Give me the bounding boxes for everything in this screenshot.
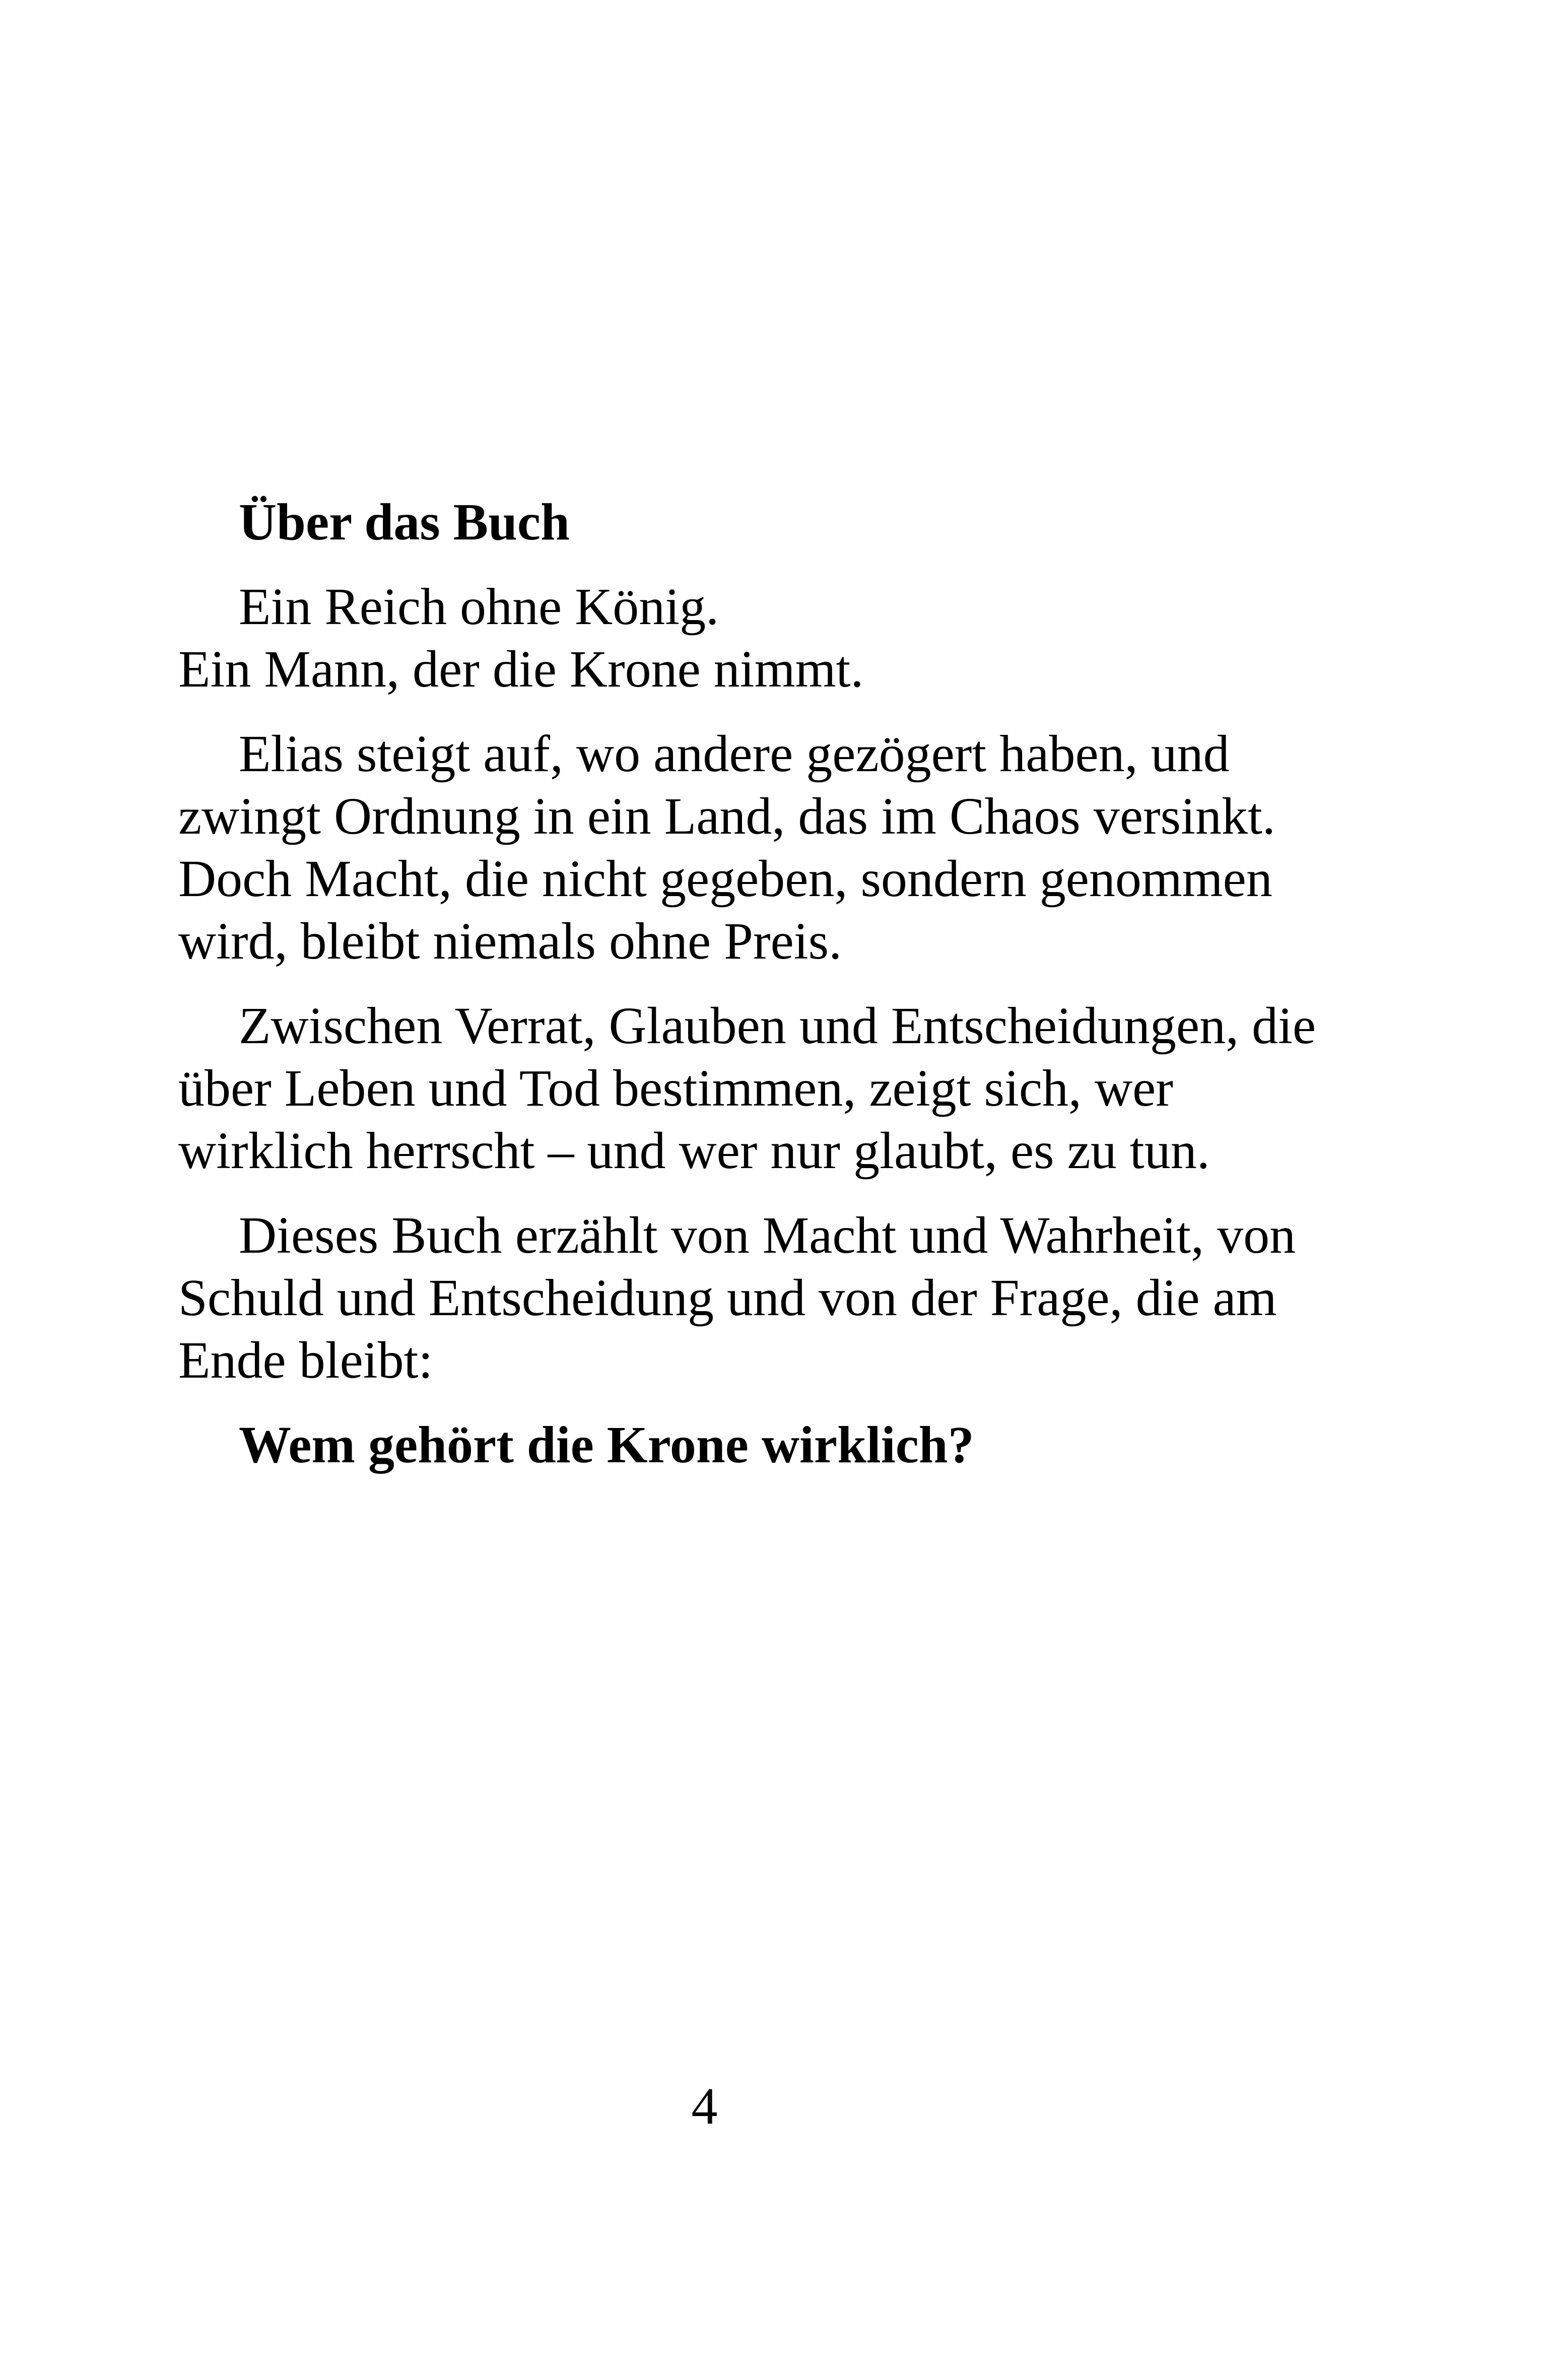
closing-question: Wem gehört die Krone wirklich?: [239, 1416, 974, 1474]
intro-paragraph: [178, 576, 1387, 701]
section-heading: Über das Buch: [239, 493, 570, 551]
paragraph-4-line-3: Ende bleibt:: [178, 1331, 433, 1389]
paragraph-4-line-1: Dieses Buch erzählt von Macht und Wahrheit, von: [239, 1206, 1296, 1264]
paragraph-3-line-3: wirklich herrscht – und wer nur glaubt, es zu tun.: [178, 1122, 1210, 1180]
paragraph-3-line-2: über Leben und Tod bestimmen, zeigt sich, wer: [178, 1059, 1173, 1117]
paragraph-3-line-1: Zwischen Verrat, Glauben und Entscheidungen, die: [239, 997, 1316, 1055]
intro-line-2: Ein Mann, der die Krone nimmt.: [178, 640, 864, 698]
paragraph-2: [178, 723, 1387, 973]
paragraph-3: [178, 995, 1387, 1182]
paragraph-2-line-1: Elias steigt auf, wo andere gezögert haben, und: [239, 725, 1230, 783]
text-block: [178, 491, 1387, 1476]
paragraph-4: [178, 1204, 1387, 1392]
paragraph-2-line-2: zwingt Ordnung in ein Land, das im Chaos versinkt.: [178, 787, 1275, 845]
page-number: 4: [691, 2077, 718, 2135]
paragraph-2-line-3: Doch Macht, die nicht gegeben, sondern genommen: [178, 850, 1272, 908]
intro-line-1: Ein Reich ohne König.: [239, 578, 719, 636]
paragraph-2-line-4: wird, bleibt niemals ohne Preis.: [178, 912, 842, 970]
paragraph-4-line-2: Schuld und Entscheidung und von der Frage, die am: [178, 1269, 1277, 1327]
